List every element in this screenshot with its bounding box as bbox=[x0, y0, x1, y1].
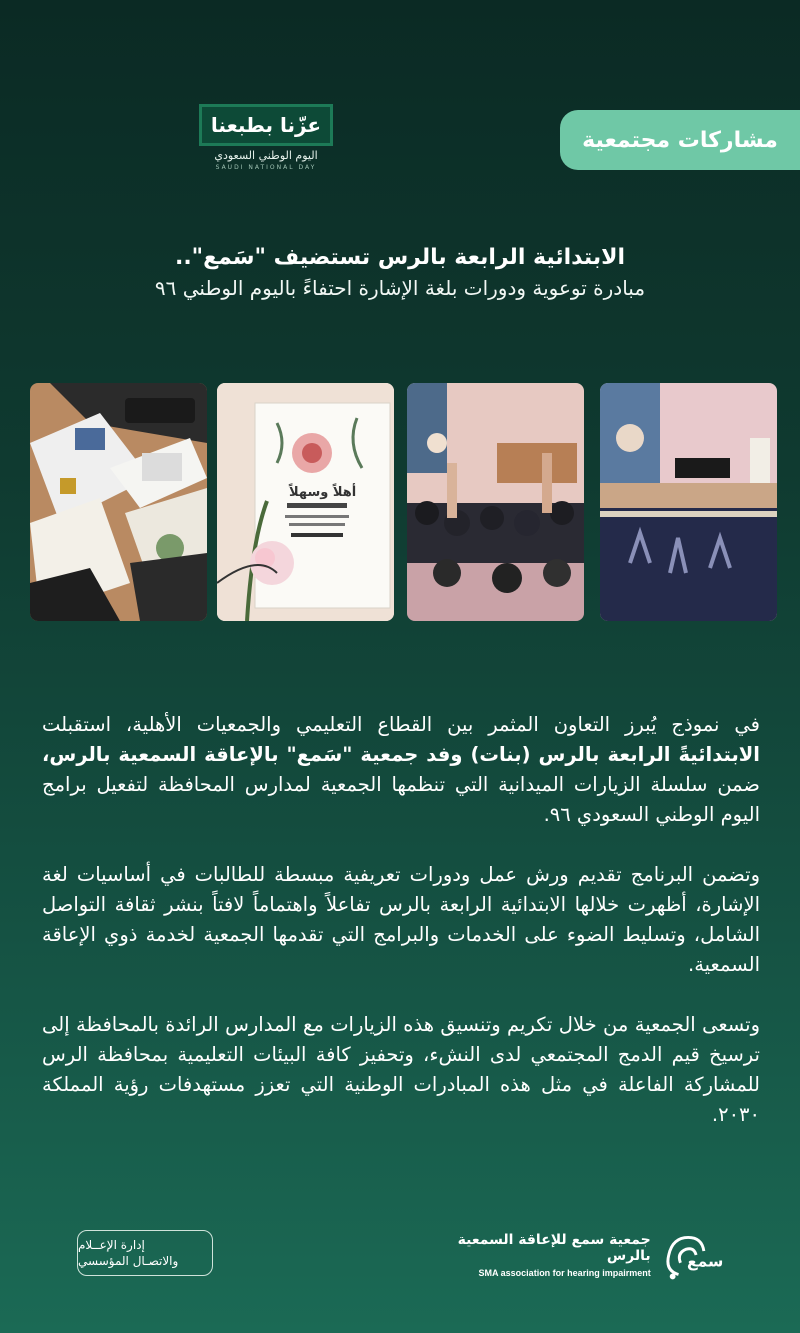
headline-title: الابتدائية الرابعة بالرس تستضيف "سَمع".. bbox=[174, 245, 626, 270]
photo-students-raising-hands bbox=[407, 383, 584, 621]
paragraph-1-rest: ضمن سلسلة الزيارات الميدانية التي تنظمها الجمعية لمدارس المحافظة لتفعيل برامج اليوم الوطني السعودي ٩٦. bbox=[42, 773, 760, 826]
photo-desk-materials bbox=[30, 383, 207, 621]
category-tag-label: مشاركات مجتمعية bbox=[582, 127, 778, 153]
headline bbox=[0, 245, 800, 300]
national-day-logo bbox=[196, 104, 336, 174]
article-paragraph-3: وتسعى الجمعية من خلال تكريم وتنسيق هذه الزيارات مع المدارس الرائدة بالمحافظة إلى ترسيخ قيم الدمج المجتمعي لدى النشء، وتحفيز كافة البيئات التعليمية بمحافظة الرس للمشاركة الفاعلة في مثل هذه المبادرات الوطنية التي تعزز مستهدفات رؤية المملكة ٢٠٣٠. bbox=[42, 1013, 760, 1126]
media-department-badge bbox=[77, 1230, 213, 1276]
association-name-ar: جمعية سمع للإعاقة السمعية بالرس bbox=[457, 1232, 651, 1264]
national-day-logo-subtitle: اليوم الوطني السعودي bbox=[214, 149, 318, 162]
national-day-logo-title: عزّنا بطبعنا bbox=[199, 104, 333, 146]
photo-presentation-stage bbox=[600, 383, 777, 621]
paragraph-1-highlight: الابتدائيةً الرابعة بالرس (بنات) وفد جمعية "سَمع" بالإعاقة السمعية بالرس، bbox=[42, 743, 760, 766]
poster-caption: أهلاً وسهلاً bbox=[289, 485, 357, 500]
article-body bbox=[42, 710, 760, 1160]
headline-subtitle: مبادرة توعوية ودورات بلغة الإشارة احتفاءً باليوم الوطني ٩٦ bbox=[154, 276, 646, 300]
photo-welcome-poster bbox=[217, 383, 394, 621]
badge-line-2: والاتصـال المؤسسي bbox=[78, 1254, 179, 1268]
ear-logo-icon bbox=[659, 1227, 725, 1283]
article-paragraph-2: وتضمن البرنامج تقديم ورش عمل ودورات تعريفية مبسطة للطالبات في أساسيات لغة الإشارة، أظهرت خلالها الابتدائية الرابعة بالرس تفاعلاً واهتماماً لافتاً بنشر ثقافة التواصل الشامل، وتسليط الضوء على الخدمات والبرامج التي تقدمها الجمعية لخدمة ذوي الإعاقة السمعية. bbox=[42, 863, 760, 976]
national-day-logo-english: SAUDI NATIONAL DAY bbox=[215, 164, 317, 171]
paragraph-1-intro: في نموذج يُبرز التعاون المثمر بين القطاع التعليمي والجمعيات الأهلية، استقبلت bbox=[42, 713, 760, 736]
photo-strip bbox=[30, 383, 777, 621]
association-logo bbox=[415, 1225, 725, 1285]
category-tag bbox=[560, 110, 800, 170]
badge-line-1: إدارة الإعــلام bbox=[78, 1238, 145, 1252]
association-name-en: SMA association for hearing impairment bbox=[478, 1268, 651, 1278]
article-paragraph-1 bbox=[42, 710, 760, 830]
logo-mark-text: سمع bbox=[686, 1252, 724, 1271]
